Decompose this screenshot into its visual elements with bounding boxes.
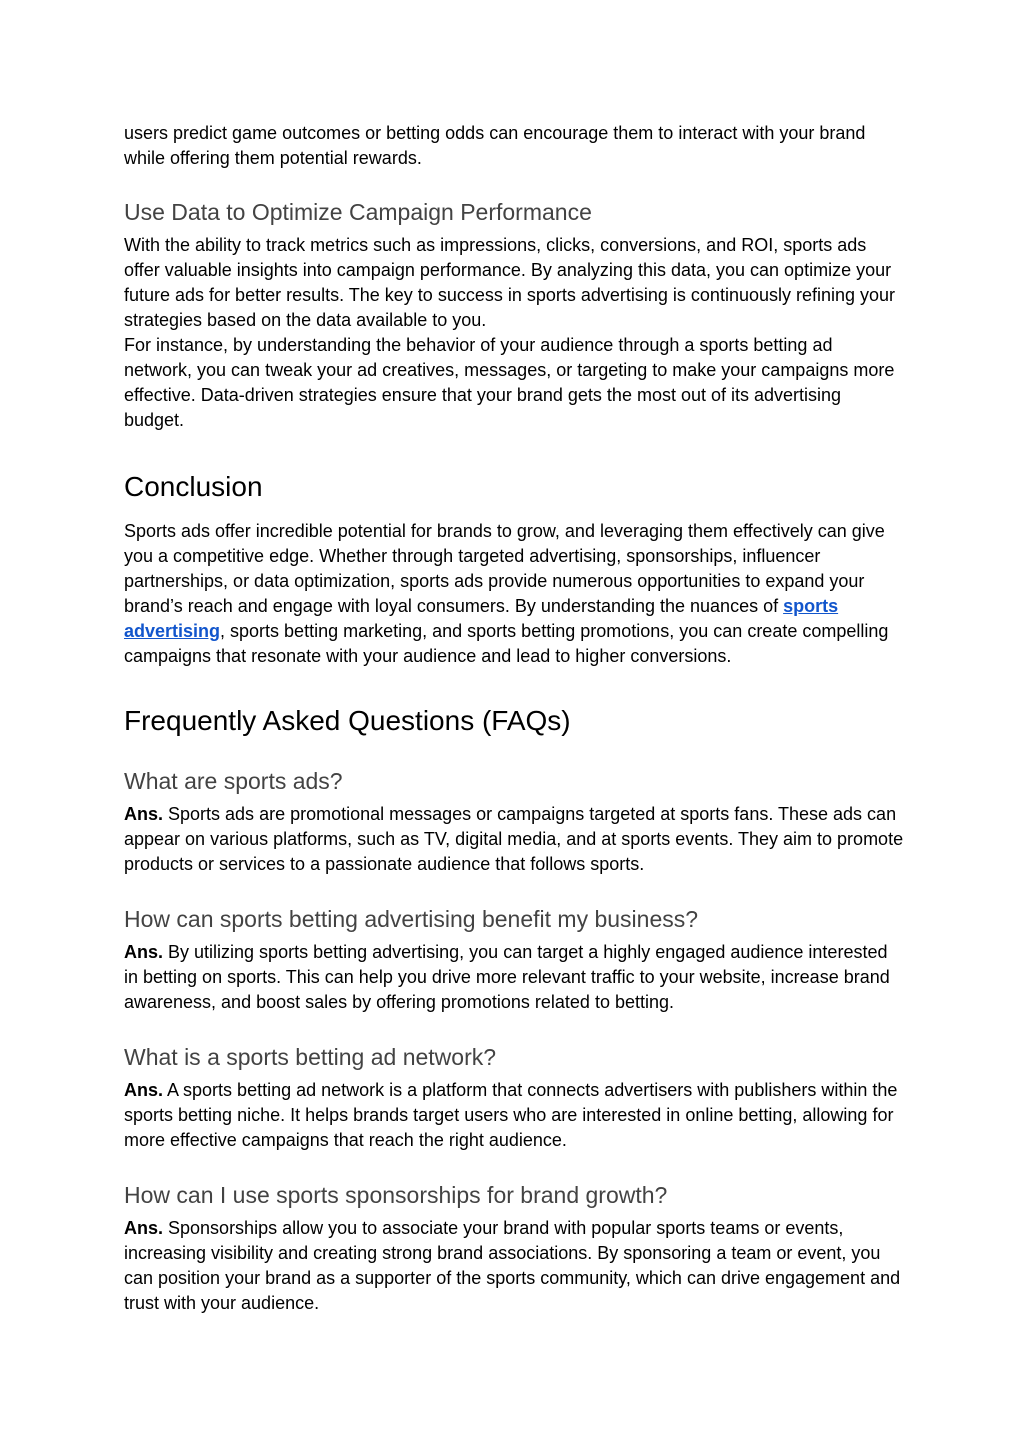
faq-answer-text: Sports ads are promotional messages or campaigns targeted at sports fans. These ads can appear on various platforms, such as TV, digital media, and at sports events. They aim to promote products or services to a passionate audience that follows sports.: [124, 804, 904, 874]
conclusion-heading: Conclusion: [124, 471, 263, 502]
faq-question-1: What are sports ads?: [124, 768, 343, 794]
data-section-paragraph-2: For instance, by understanding the behavior of your audience through a sports betting ad network, you can tweak your ad creatives, messages, or targeting to make your campaigns more effective. Data-driven strategies ensure that your brand gets the most out of its advertising budget.: [124, 335, 895, 430]
conclusion-paragraph: [124, 519, 904, 669]
conclusion-text-before-link: Sports ads offer incredible potential for brands to grow, and leveraging them effectively can give you a competitive edge. Whether through targeted advertising, sponsorships, influencer partnerships, or data optimization, sports ads provide numerous opportunities to expand your brand’s reach and engage with loyal consumers. By understanding the nuances of: [124, 521, 885, 616]
faq-question-4: How can I use sports sponsorships for brand growth?: [124, 1182, 668, 1208]
answer-label: Ans.: [124, 1218, 164, 1238]
intro-paragraph: users predict game outcomes or betting odds can encourage them to interact with your brand while offering them potential rewards.: [124, 123, 866, 168]
faq-answer-4: [124, 1216, 904, 1316]
faq-question-3: What is a sports betting ad network?: [124, 1044, 497, 1070]
faq-answer-2: [124, 940, 904, 1015]
answer-label: Ans.: [124, 804, 164, 824]
conclusion-text-after-link: , sports betting marketing, and sports betting promotions, you can create compelling campaigns that resonate with your audience and lead to higher conversions.: [124, 621, 889, 666]
answer-label: Ans.: [124, 1080, 164, 1100]
faq-answer-1: [124, 802, 904, 877]
faq-answer-text: Sponsorships allow you to associate your brand with popular sports teams or events, increasing visibility and creating strong brand associations. By sponsoring a team or event, you can position your brand as a supporter of the sports community, which can drive engagement and trust with your audience.: [124, 1218, 901, 1313]
faq-answer-text: A sports betting ad network is a platform that connects advertisers with publishers within the sports betting niche. It helps brands target users who are interested in online betting, allowing for more effective campaigns that reach the right audience.: [124, 1080, 898, 1150]
faq-answer-text: By utilizing sports betting advertising, you can target a highly engaged audience interested in betting on sports. This can help you drive more relevant traffic to your website, increase brand awareness, and boost sales by offering promotions related to betting.: [124, 942, 890, 1012]
data-section-paragraph-1: With the ability to track metrics such as impressions, clicks, conversions, and ROI, sports ads offer valuable insights into campaign performance. By analyzing this data, you can optimize your future ads for better results. The key to success in sports advertising is continuously refining your strategies based on the data available to you.: [124, 235, 896, 330]
answer-label: Ans.: [124, 942, 164, 962]
sports-advertising-link[interactable]: sports advertising: [124, 596, 839, 641]
document-page: [124, 121, 904, 1316]
data-section-heading: Use Data to Optimize Campaign Performance: [124, 199, 592, 225]
faq-answer-3: [124, 1078, 904, 1153]
faq-heading: Frequently Asked Questions (FAQs): [124, 705, 571, 736]
faq-question-2: How can sports betting advertising benefit my business?: [124, 906, 699, 932]
